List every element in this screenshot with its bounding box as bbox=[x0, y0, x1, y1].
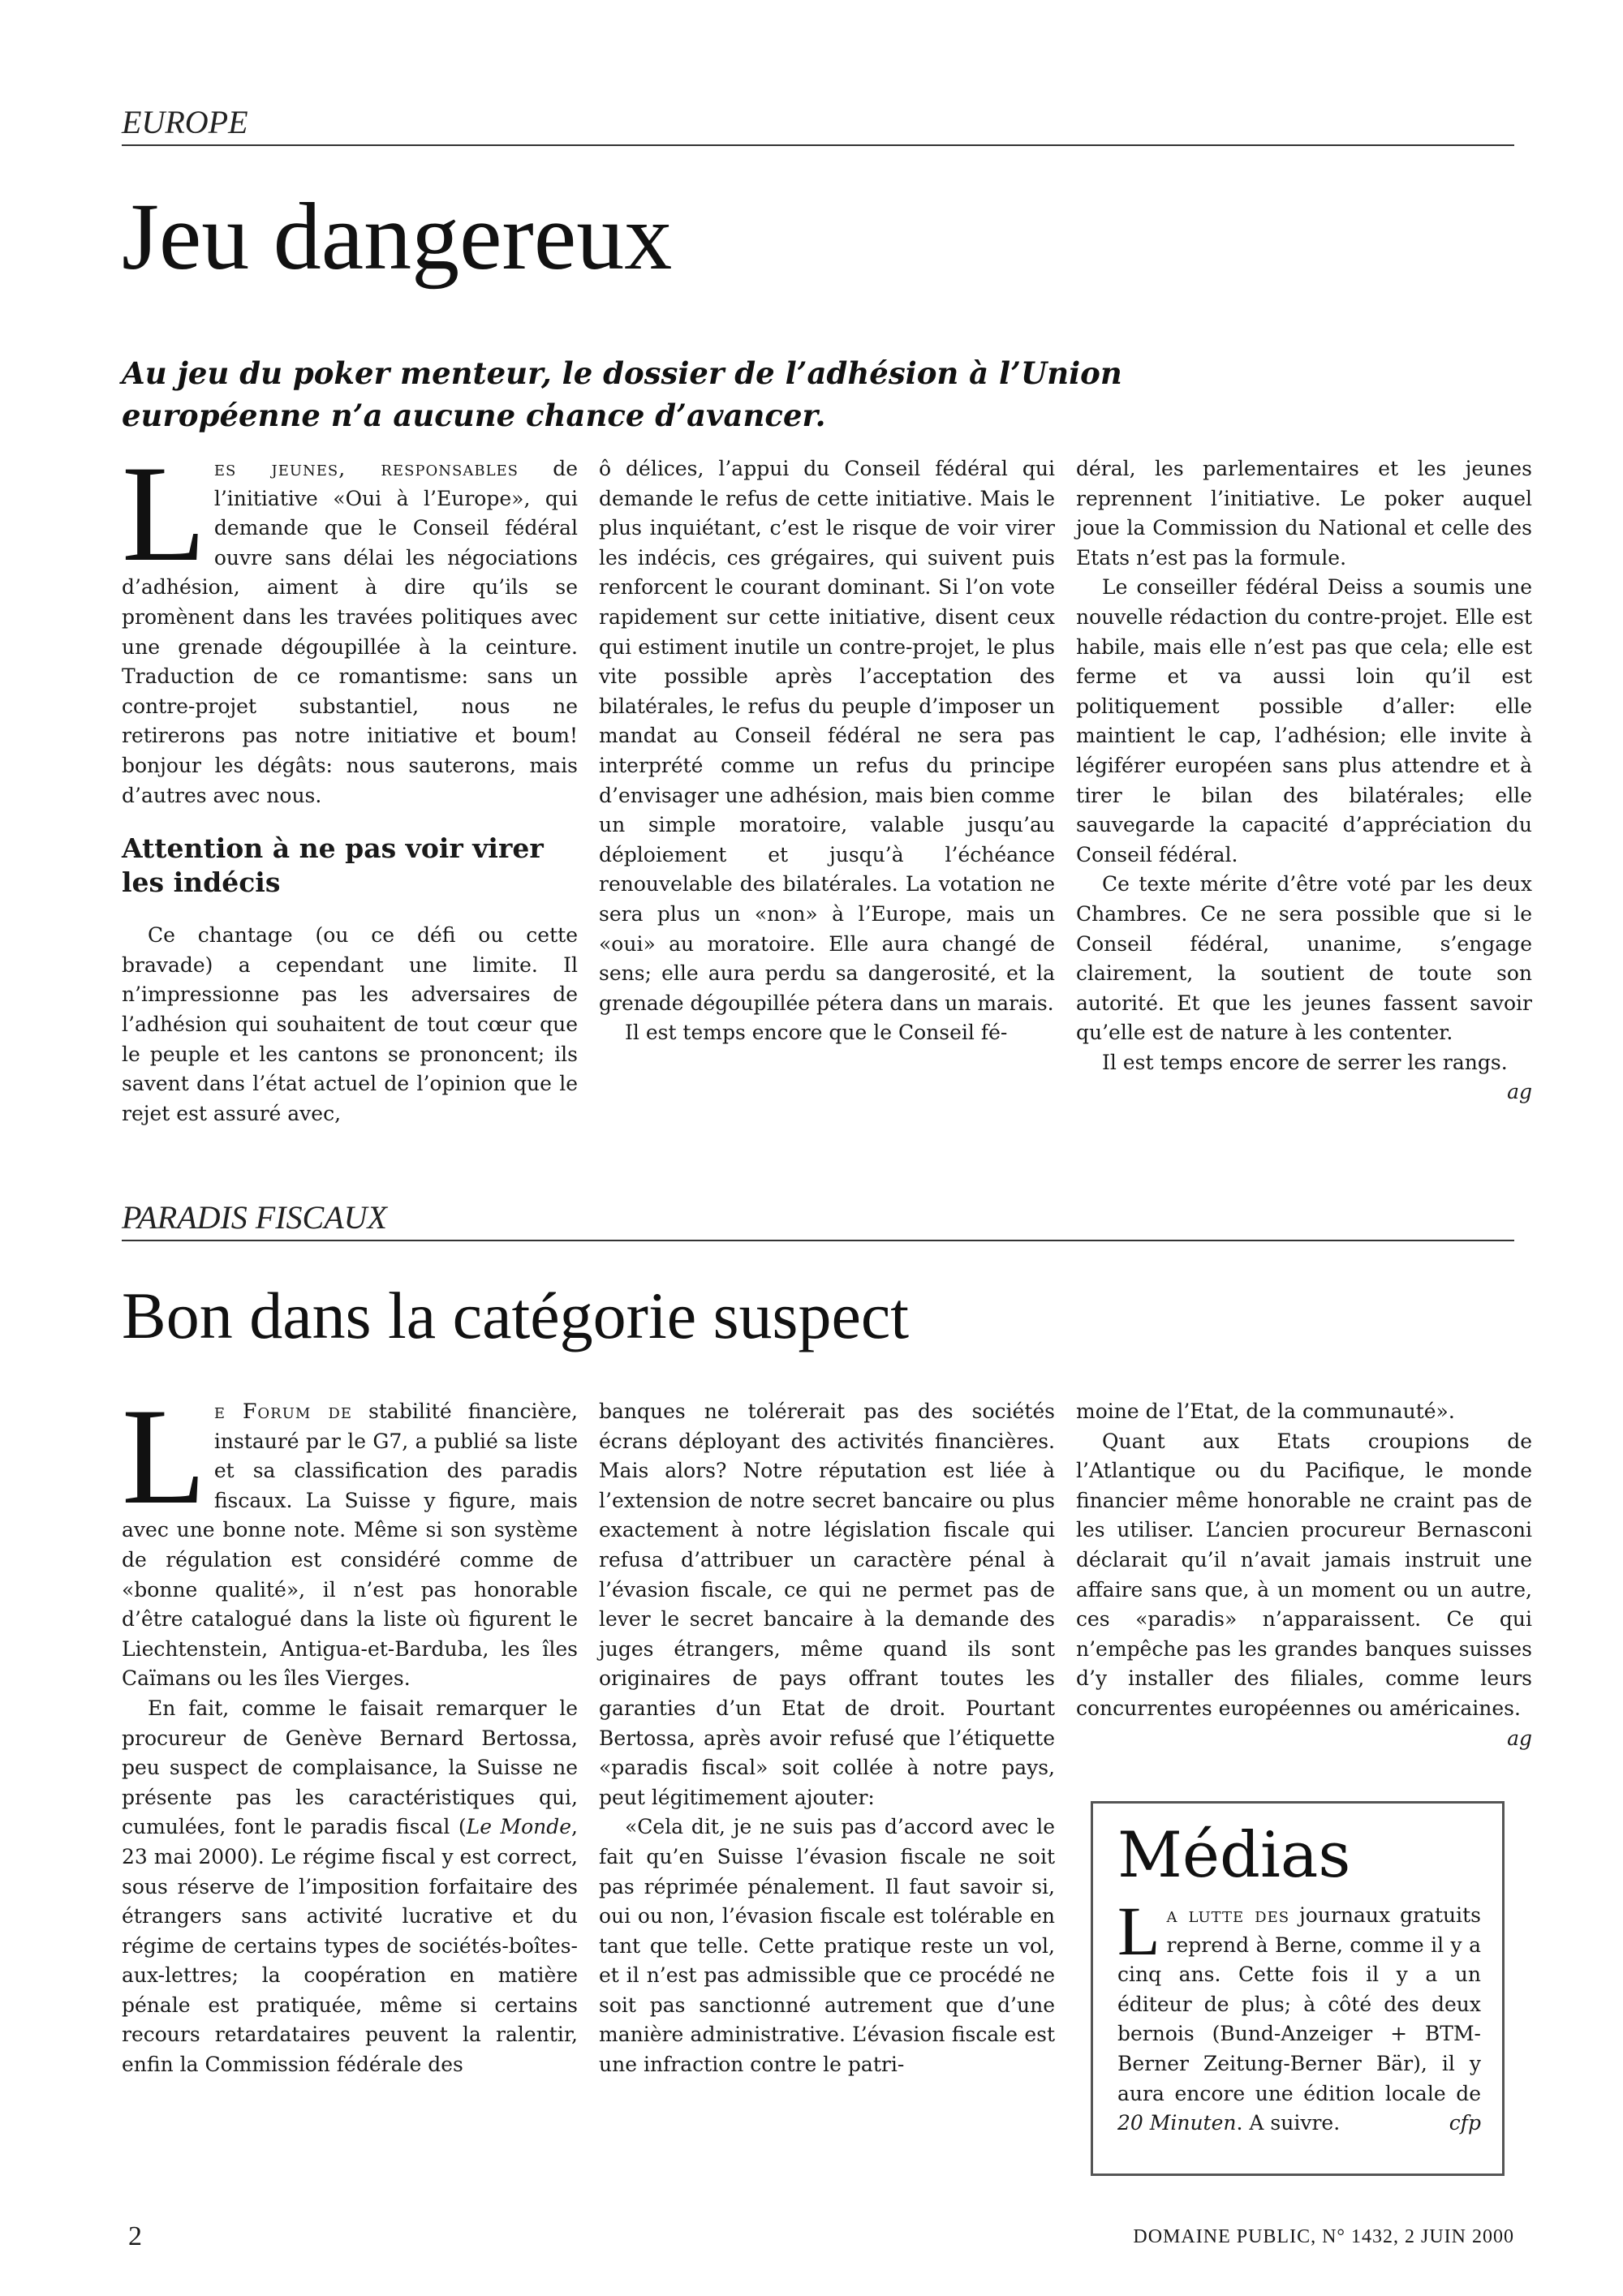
drop-cap: L bbox=[122, 1380, 206, 1533]
author-signature: ag bbox=[1507, 1080, 1532, 1104]
article-paragraph: Ce texte mérite d’être voté par les deux Chambres. Ce ne sera possible que si le Conseil fédéral, unanime, s’engage clairement, la soutient de toute son autorité. Et que les jeunes fassent savoir qu’elle est de nature à les contenter. bbox=[1076, 872, 1532, 1045]
article-paragraph: ô délices, l’appui du Conseil fédéral qui demande le refus de cette initiative. Mais le plus inquiétant, c’est le risque de voir virer les indécis, ces grégaires, qui suivent puis renforcent le courant dominant. Si l’on vote rapidement sur cette initiative, disent ceux qui estiment inutile un contre-projet, le plus vite possible après l’acceptation des bilatérales, le refus du peuple d’imposer un mandat au Conseil fédéral ne sera pas interprété comme un refus du principe d’envisager une adhésion, mais bien comme un simple moratoire, valable jusqu’au déploiement et jusqu’à l’échéance renouvelable des bilatérales. La votation ne sera plus un «non» à l’Europe, mais un «oui» au moratoire. Elle aura changé de sens; elle aura perdu sa dangerosité, et la grenade dégoupillée pétera dans un marais. bbox=[599, 457, 1055, 1015]
article-title: Bon dans la catégorie suspect bbox=[122, 1279, 910, 1352]
medias-title: Médias bbox=[1117, 1819, 1351, 1892]
paragraph-text: de l’initiative «Oui à l’Europe», qui demande que le Conseil fédéral ouvre sans délai les négociations d’adhésion, aiment à dire qu’ils se promènent dans les travées politiques avec une grenade dégoupillée à la ceinture. Traduction de ce romantisme: sans un contre-projet substantiel, nous ne retirerons pas notre initiative et boum! bonjour les dégâts: nous sauterons, mais d’autres avec nous. bbox=[122, 457, 579, 807]
article2-column-1 bbox=[122, 1380, 578, 2080]
author-signature: ag bbox=[1507, 1726, 1532, 1750]
opening-smallcaps: e Forum de bbox=[213, 1400, 352, 1423]
newspaper-page bbox=[122, 0, 1532, 2296]
article2-column-3 bbox=[1076, 1397, 1532, 1753]
paragraph-text: En fait, comme le faisait remarquer le procureur de Genève Bernard Bertossa, peu suspect de complaisance, la Suisse ne présente pas les caractéristiques qui, cumulées, font le paradis fiscal ( bbox=[122, 1696, 578, 1839]
article-title: Jeu dangereux bbox=[122, 183, 673, 290]
opening-smallcaps: a lutte des bbox=[1166, 1903, 1290, 1927]
drop-cap: L bbox=[1117, 1892, 1160, 1970]
article1-column-2 bbox=[599, 454, 1055, 1048]
medias-box bbox=[1091, 1801, 1505, 2176]
article-paragraph: banques ne tolérerait pas des sociétés écrans déployant des activités financières. Mais alors? Notre réputation est liée à l’extension de notre secret bancaire ou plus exactement à notre législation fiscale qui refusa d’attribuer un caractère pénal à l’évasion fiscale, ce qui ne permet pas de lever le secret bancaire à la demande des juges étrangers, même quand ils sont originaires de pays offrant toutes les garanties d’un Etat de droit. Pourtant Bertossa, après avoir refusé que l’étiquette «paradis fiscal» soit collée à notre pays, peut légitimement ajouter: bbox=[599, 1400, 1055, 1809]
article2-column-2 bbox=[599, 1397, 1055, 2080]
article-paragraph bbox=[122, 437, 579, 810]
section-rubric-europe: EUROPE bbox=[122, 104, 1514, 146]
article-paragraph bbox=[1076, 1048, 1532, 1104]
paragraph-text: stabilité financière, instauré par le G7, a publié sa liste et sa classification des paradis fiscaux. La Suisse y figure, mais avec une bonne note. Même si son système de régulation est considéré comme de «bonne qualité», il n’est pas honorable d’être catalogué dans la liste où figurent le Liechtenstein, Antigua-et-Barduba, les îles Caïmans ou les îles Vierges. bbox=[122, 1400, 578, 1691]
paragraph-text: Il est temps encore de serrer les rangs. bbox=[1102, 1050, 1508, 1074]
opening-smallcaps: es jeunes, responsables bbox=[213, 457, 519, 480]
article-paragraph: moine de l’Etat, de la communauté». bbox=[1076, 1400, 1455, 1423]
article-paragraph: Ce chantage (ou ce défi ou cette bravade) a cependant une limite. Il n’impressionne pas les adversaires de l’adhésion qui souhaitent de tout cœur que le peuple et les cantons se prononcent; ils savent dans l’état actuel de l’opinion que le rejet est assuré avec, bbox=[122, 923, 578, 1125]
source-citation: 20 Minuten bbox=[1117, 2111, 1237, 2135]
paragraph-text: . A suivre. bbox=[1236, 2111, 1341, 2135]
issue-info: DOMAINE PUBLIC, N° 1432, 2 JUIN 2000 bbox=[1133, 2226, 1514, 2247]
medias-paragraph bbox=[1117, 1892, 1481, 2139]
article-paragraph bbox=[1076, 1427, 1532, 1750]
drop-cap: L bbox=[122, 437, 206, 590]
paragraph-text: journaux gratuits reprend à Berne, comme il y a cinq ans. Cette fois il y a un éditeur de plus; à côté des deux bernois (Bund-Anzeiger + BTM-Berner Zeitung-Berner Bär), il y aura encore une édition locale de bbox=[1117, 1903, 1481, 2105]
article-lead: Au jeu du poker menteur, le dossier de l’adhésion à l’Union européenne n’a aucune chance d’avancer. bbox=[122, 355, 1122, 433]
paragraph-text: , 23 mai 2000). Le régime fiscal y est correct, sous réserve de l’imposition forfaitaire des étrangers sans activité lucrative et du régime de certains types de sociétés-boîtes-aux-lettres; la coopération en matière pénale est pratiquée, même si certains recours retardataires peuvent la ralentir, enfin la Commission fédérale des bbox=[122, 1815, 578, 2077]
page-number: 2 bbox=[128, 2221, 142, 2251]
author-signature: cfp bbox=[1449, 2111, 1481, 2135]
article-paragraph: «Cela dit, je ne suis pas d’accord avec le fait qu’en Suisse l’évasion fiscale ne soit pas réprimée pénalement. Il faut savoir si, oui ou non, l’évasion fiscale est tolérable en tant que telle. Cette pratique reste un vol, et il n’est pas admissible que ce procédé ne soit pas sanctionné autrement que d’une manière administrative. L’évasion fiscale est une infraction contre le patri- bbox=[599, 1815, 1055, 2077]
article-paragraph bbox=[122, 1694, 578, 2080]
paragraph-text: Quant aux Etats croupions de l’Atlantique ou du Pacifique, le monde financier même honorable ne craint pas de les utiliser. L’ancien procureur Bernasconi déclarait qu’il n’avait jamais instruit une affaire sans que, à un moment ou un autre, ces «paradis» n’apparaissent. Ce qui n’empêche pas les grandes banques suisses d’y installer des filiales, comme leurs concurrentes européennes ou américaines. bbox=[1076, 1429, 1532, 1720]
article-paragraph: déral, les parlementaires et les jeunes reprennent l’initiative. Le poker auquel joue la Commission du National et celle des Etats n’est pas la formule. bbox=[1076, 457, 1532, 570]
article-paragraph bbox=[122, 1380, 578, 1694]
section-rubric-paradis-fiscaux: PARADIS FISCAUX bbox=[122, 1199, 1514, 1241]
article-paragraph: Le conseiller fédéral Deiss a soumis une nouvelle rédaction du contre-projet. Elle est habile, mais elle n’est pas que cela; elle est ferme et va aussi loin qu’il est politiquement possible d’aller: elle maintient le cap, l’adhésion; elle invite à légiférer européen sans plus attendre et à tirer le bilan des bilatérales; elle sauvegarde la capacité d’appréciation du Conseil fédéral. bbox=[1076, 575, 1532, 866]
article1-column-1 bbox=[122, 437, 579, 1129]
article-paragraph: Il est temps encore que le Conseil fé- bbox=[625, 1021, 1008, 1045]
article-subhead: Attention à ne pas voir virer les indécis bbox=[122, 832, 544, 899]
article1-column-3 bbox=[1076, 454, 1532, 1107]
source-citation: Le Monde bbox=[466, 1815, 572, 1839]
